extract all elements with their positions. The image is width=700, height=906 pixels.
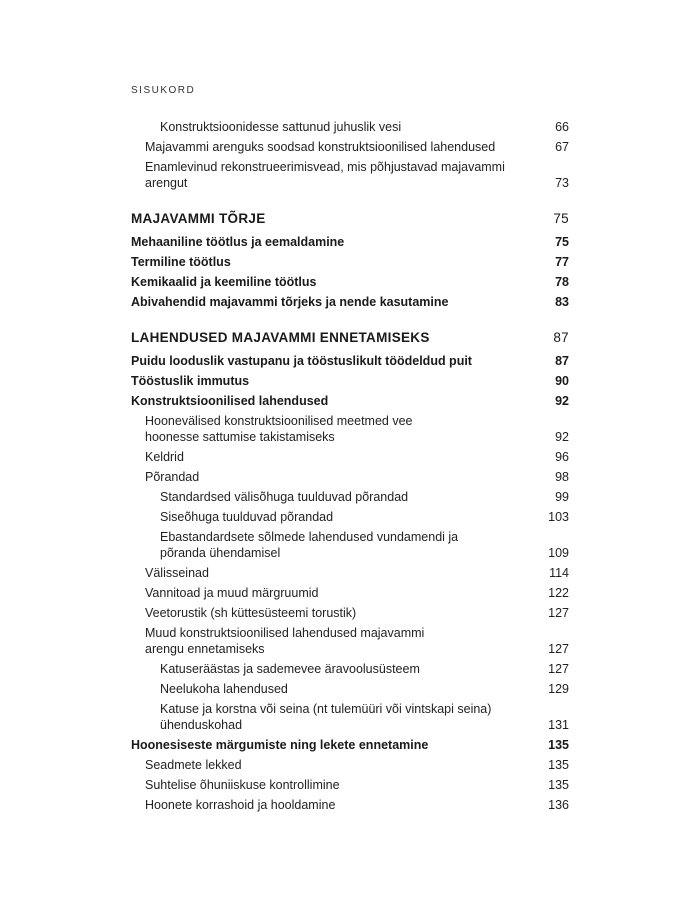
toc-entry — [131, 563, 569, 583]
toc-entry-page: 77 — [555, 255, 569, 269]
toc-entry — [131, 157, 569, 193]
toc-entry-title: Siseõhuga tuulduvad põrandad — [160, 510, 334, 524]
toc-entry-title: Muud konstruktsioonilised lahendused majavammi arengu ennetamiseks — [145, 626, 425, 656]
toc-entry — [131, 447, 569, 467]
toc-entry-page: 83 — [555, 295, 569, 309]
toc-chapter-entry — [131, 209, 569, 232]
toc-entry-title: Välisseinad — [145, 566, 209, 580]
toc-entry-page: 92 — [555, 394, 569, 408]
toc-entry — [131, 292, 569, 312]
toc-entry-page: 87 — [555, 354, 569, 368]
toc-entry-title: LAHENDUSED MAJAVAMMI ENNETAMISEKS — [131, 330, 430, 345]
toc-entry — [131, 371, 569, 391]
toc-entry — [131, 487, 569, 507]
toc-entry — [131, 272, 569, 292]
toc-entry-title: Ebastandardsete sõlmede lahendused vundamendi ja põranda ühendamisel — [160, 530, 459, 560]
toc-entry-page: 135 — [548, 738, 569, 752]
toc-entry — [131, 735, 569, 755]
toc-entry — [131, 623, 569, 659]
toc-entry-title: Tööstuslik immutus — [131, 374, 250, 388]
toc-entry-page: 109 — [548, 546, 569, 560]
toc-entry-page: 87 — [553, 330, 569, 345]
toc-entry — [131, 583, 569, 603]
toc-entry-page: 75 — [555, 235, 569, 249]
toc-entry-page: 99 — [555, 490, 569, 504]
toc-entry — [131, 527, 569, 563]
toc-entry-page: 127 — [548, 606, 569, 620]
toc-entry-title: Enamlevinud rekonstrueerimisvead, mis põhjustavad majavammi arengut — [145, 160, 505, 190]
toc-entry — [131, 391, 569, 411]
running-head: SISUKORD — [131, 85, 196, 96]
toc-entry — [131, 411, 569, 447]
toc-entry — [131, 659, 569, 679]
toc-entry-page: 127 — [548, 642, 569, 656]
toc-entry — [131, 603, 569, 623]
toc-entry-page: 131 — [548, 718, 569, 732]
table-of-contents — [131, 117, 569, 815]
toc-entry-title: Vannitoad ja muud märgruumid — [145, 586, 319, 600]
toc-entry-title: Veetorustik (sh küttesüsteemi torustik) — [145, 606, 357, 620]
toc-entry — [131, 679, 569, 699]
toc-entry-title: Neelukoha lahendused — [160, 682, 288, 696]
toc-entry-title: Puidu looduslik vastupanu ja tööstuslikult töödeldud puit — [131, 354, 472, 368]
toc-entry — [131, 755, 569, 775]
toc-entry-title: MAJAVAMMI TÕRJE — [131, 211, 266, 226]
toc-entry-page: 122 — [548, 586, 569, 600]
toc-entry-page: 127 — [548, 662, 569, 676]
toc-entry-title: Seadmete lekked — [145, 758, 242, 772]
toc-entry-title: Majavammi arenguks soodsad konstruktsioonilised lahendused — [145, 140, 496, 154]
toc-entry — [131, 137, 569, 157]
toc-entry-page: 66 — [555, 120, 569, 134]
toc-entry-page: 98 — [555, 470, 569, 484]
toc-chapter-entry — [131, 328, 569, 351]
toc-entry-title: Suhtelise õhuniiskuse kontrollimine — [145, 778, 340, 792]
toc-entry-page: 103 — [548, 510, 569, 524]
toc-entry-page: 67 — [555, 140, 569, 154]
toc-entry-title: Hoonevälised konstruktsioonilised meetmed vee hoonesse sattumise takistamiseks — [145, 414, 413, 444]
toc-entry-title: Katuseräästas ja sademevee äravoolusüsteem — [160, 662, 420, 676]
toc-entry-page: 96 — [555, 450, 569, 464]
toc-entry-title: Kemikaalid ja keemiline töötlus — [131, 275, 317, 289]
toc-entry-title: Abivahendid majavammi tõrjeks ja nende kasutamine — [131, 295, 449, 309]
toc-entry-page: 135 — [548, 778, 569, 792]
toc-entry-title: Keldrid — [145, 450, 184, 464]
toc-entry — [131, 232, 569, 252]
toc-entry-title: Konstruktsioonilised lahendused — [131, 394, 329, 408]
toc-entry-page: 73 — [555, 176, 569, 190]
toc-entry-title: Hoonete korrashoid ja hooldamine — [145, 798, 336, 812]
toc-entry — [131, 775, 569, 795]
toc-entry — [131, 795, 569, 815]
toc-entry — [131, 351, 569, 371]
toc-entry-title: Katuse ja korstna või seina (nt tulemüüri või vintskapi seina) ühenduskohad — [160, 702, 492, 732]
toc-entry — [131, 507, 569, 527]
toc-entry-page: 92 — [555, 430, 569, 444]
toc-entry-page: 136 — [548, 798, 569, 812]
toc-entry-page: 135 — [548, 758, 569, 772]
toc-entry-page: 114 — [549, 566, 569, 580]
toc-entry-page: 90 — [555, 374, 569, 388]
toc-entry — [131, 252, 569, 272]
toc-entry-page: 75 — [553, 211, 569, 226]
toc-entry — [131, 117, 569, 137]
toc-entry-title: Hoonesiseste märgumiste ning lekete ennetamine — [131, 738, 429, 752]
toc-entry — [131, 699, 569, 735]
toc-entry-title: Standardsed välisõhuga tuulduvad põrandad — [160, 490, 409, 504]
toc-entry-title: Konstruktsioonidesse sattunud juhuslik vesi — [160, 120, 402, 134]
toc-entry — [131, 467, 569, 487]
toc-entry-page: 78 — [555, 275, 569, 289]
toc-entry-title: Mehaaniline töötlus ja eemaldamine — [131, 235, 345, 249]
toc-entry-title: Termiline töötlus — [131, 255, 231, 269]
toc-entry-title: Põrandad — [145, 470, 200, 484]
toc-entry-page: 129 — [548, 682, 569, 696]
